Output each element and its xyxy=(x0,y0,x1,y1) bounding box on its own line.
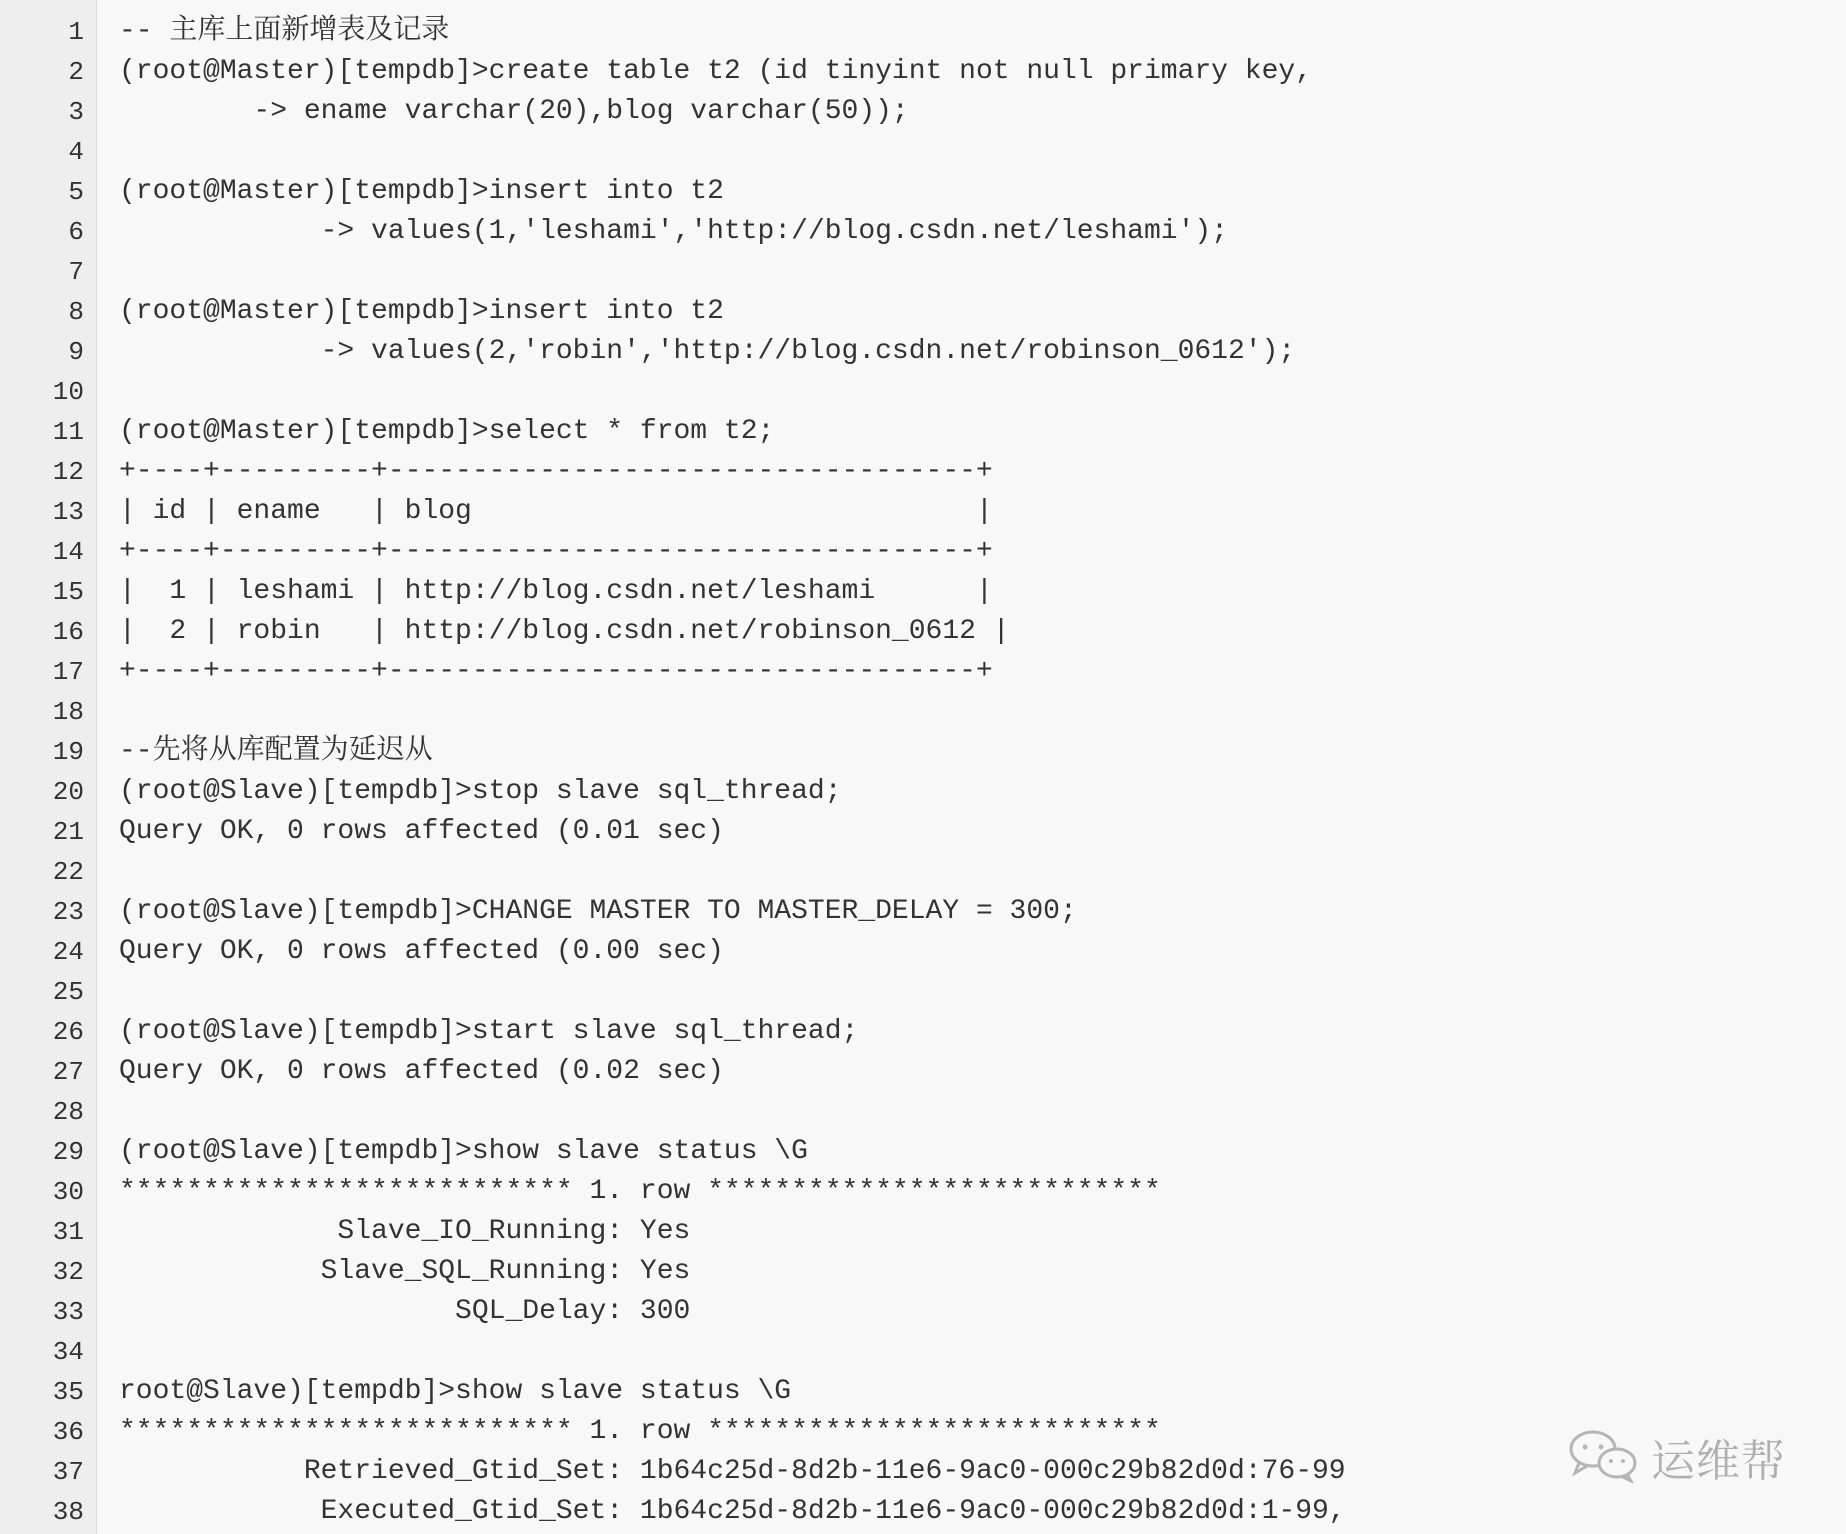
code-line: (root@Slave)[tempdb]>CHANGE MASTER TO MASTER_DELAY = 300; xyxy=(119,896,1077,927)
code-line: Retrieved_Gtid_Set: 1b64c25d-8d2b-11e6-9ac0-000c29b82d0d:76-99 xyxy=(119,1456,1346,1487)
line-number: 19 xyxy=(52,737,84,767)
line-number: 27 xyxy=(52,1057,84,1087)
code-line: (root@Master)[tempdb]>insert into t2 xyxy=(119,296,724,327)
code-line: +----+---------+-----------------------------------+ xyxy=(119,456,993,487)
code-line xyxy=(119,372,1846,412)
watermark-text: 运维帮 xyxy=(1651,1436,1786,1487)
code-line: -> values(1,'leshami','http://blog.csdn.net/leshami'); xyxy=(119,216,1228,247)
code-line: (root@Master)[tempdb]>select * from t2; xyxy=(119,416,775,447)
code-line: Slave_SQL_Running: Yes xyxy=(119,1256,691,1287)
code-line: | id | ename | blog | xyxy=(119,496,993,527)
line-number: 16 xyxy=(52,617,84,647)
line-number: 17 xyxy=(52,657,84,687)
line-number: 20 xyxy=(52,777,84,807)
code-line xyxy=(119,1332,1846,1372)
code-line: SQL_Delay: 300 xyxy=(119,1296,691,1327)
code-line: *************************** 1. row *************************** xyxy=(119,1416,1161,1447)
line-number: 10 xyxy=(52,377,84,407)
code-line: +----+---------+-----------------------------------+ xyxy=(119,656,993,687)
line-number: 32 xyxy=(52,1257,84,1287)
line-number: 21 xyxy=(52,817,84,847)
code-line xyxy=(119,692,1846,732)
line-number: 6 xyxy=(68,217,84,247)
line-number: 2 xyxy=(68,57,84,87)
line-number: 12 xyxy=(52,457,84,487)
code-line: (root@Slave)[tempdb]>stop slave sql_thread; xyxy=(119,776,842,807)
code-line xyxy=(119,972,1846,1012)
code-line: -> values(2,'robin','http://blog.csdn.net/robinson_0612'); xyxy=(119,336,1296,367)
line-number: 30 xyxy=(52,1177,84,1207)
line-number: 8 xyxy=(68,297,84,327)
line-number: 24 xyxy=(52,937,84,967)
code-line: Query OK, 0 rows affected (0.00 sec) xyxy=(119,936,724,967)
code-line: (root@Slave)[tempdb]>start slave sql_thread; xyxy=(119,1016,859,1047)
line-number: 25 xyxy=(52,977,84,1007)
line-number: 33 xyxy=(52,1297,84,1327)
code-line: Query OK, 0 rows affected (0.02 sec) xyxy=(119,1056,724,1087)
line-number: 13 xyxy=(52,497,84,527)
line-number: 4 xyxy=(68,137,84,167)
line-number-gutter xyxy=(0,0,97,1534)
line-number: 5 xyxy=(68,177,84,207)
code-line: Slave_IO_Running: Yes xyxy=(119,1216,691,1247)
code-line: -> ename varchar(20),blog varchar(50)); xyxy=(119,96,909,127)
code-line xyxy=(119,852,1846,892)
line-number: 31 xyxy=(52,1217,84,1247)
line-number: 28 xyxy=(52,1097,84,1127)
line-number: 35 xyxy=(52,1377,84,1407)
code-content[interactable] xyxy=(97,0,1846,1534)
wechat-icon xyxy=(1565,1427,1641,1488)
code-line: +----+---------+-----------------------------------+ xyxy=(119,536,993,567)
line-number: 34 xyxy=(52,1337,84,1367)
line-number: 14 xyxy=(52,537,84,567)
line-number: 26 xyxy=(52,1017,84,1047)
code-line xyxy=(119,252,1846,292)
code-line: | 1 | leshami | http://blog.csdn.net/leshami | xyxy=(119,576,993,607)
code-line xyxy=(119,132,1846,172)
watermark xyxy=(1565,1425,1786,1489)
code-line: -- 主库上面新增表及记录 xyxy=(119,16,450,47)
code-line: | 2 | robin | http://blog.csdn.net/robinson_0612 | xyxy=(119,616,1010,647)
code-line: (root@Master)[tempdb]>create table t2 (id tinyint not null primary key, xyxy=(119,56,1312,87)
line-number: 7 xyxy=(68,257,84,287)
line-number: 1 xyxy=(68,17,84,47)
line-number: 11 xyxy=(52,417,84,447)
line-number: 3 xyxy=(68,97,84,127)
code-line: Query OK, 0 rows affected (0.01 sec) xyxy=(119,816,724,847)
line-number: 36 xyxy=(52,1417,84,1447)
line-number: 22 xyxy=(52,857,84,887)
code-line: (root@Master)[tempdb]>insert into t2 xyxy=(119,176,724,207)
code-line: *************************** 1. row *************************** xyxy=(119,1176,1161,1207)
line-number: 23 xyxy=(52,897,84,927)
line-number: 29 xyxy=(52,1137,84,1167)
line-number: 18 xyxy=(52,697,84,727)
line-number: 37 xyxy=(52,1457,84,1487)
code-line: --先将从库配置为延迟从 xyxy=(119,736,433,767)
code-line xyxy=(119,1092,1846,1132)
line-number: 38 xyxy=(52,1497,84,1527)
code-line: root@Slave)[tempdb]>show slave status \G xyxy=(119,1376,792,1407)
code-line: Executed_Gtid_Set: 1b64c25d-8d2b-11e6-9ac0-000c29b82d0d:1-99, xyxy=(119,1496,1346,1527)
code-line: (root@Slave)[tempdb]>show slave status \G xyxy=(119,1136,808,1167)
line-number: 15 xyxy=(52,577,84,607)
line-number: 9 xyxy=(68,337,84,367)
